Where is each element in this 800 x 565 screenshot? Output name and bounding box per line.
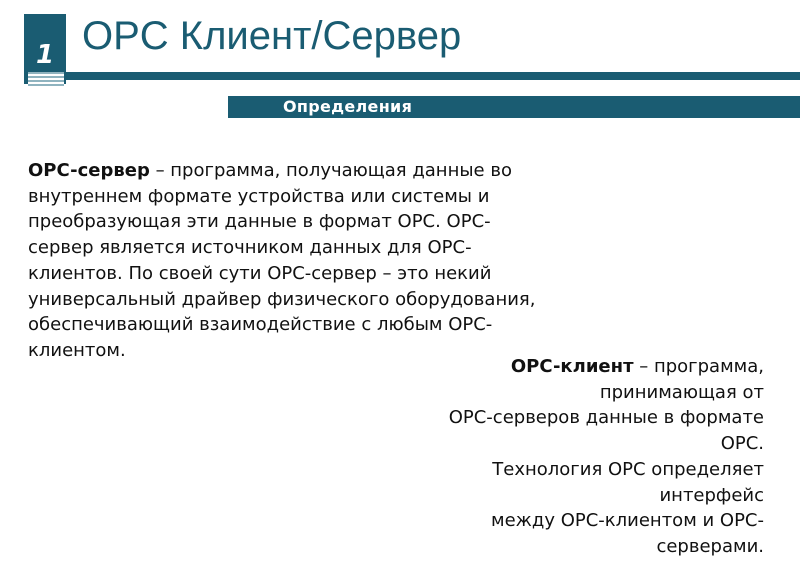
definition-line: внутреннем формате устройства или системы и [28,185,490,207]
definition-line: серверами. [656,535,764,557]
definition-line: обеспечивающий взаимодействие с любым OPC- [28,314,493,336]
slide-number: 1 [35,40,55,70]
section-label: Определения [283,97,413,116]
definition-line: Технология OPC определяет [492,458,764,480]
definition-line: между OPC-клиентом и OPC- [491,510,764,532]
logo-stripes [28,72,64,86]
definition-line: OPC-серверов данные в формате [448,407,764,429]
title-underline-bar [66,72,800,80]
definition-line: клиентов. По своей сути OPC-сервер – это некий [28,262,492,284]
definition-line: клиентом. [28,339,126,361]
definition-line: OPC. [720,433,764,455]
definition-line: OPC-клиент – программа, [510,356,764,377]
definition-line: преобразующая эти данные в формат OPC. OPC- [28,211,491,233]
definition-term: OPC-сервер [28,160,150,181]
definition-term: OPC-клиент [510,356,634,377]
slide-title: OPC Клиент/Сервер [82,14,462,58]
definition-opc-server [28,158,638,364]
definition-line: универсальный драйвер физического оборудования, [28,288,536,310]
definition-line: OPC-сервер – программа, получающая данные во [28,160,512,181]
definition-line: интерфейс [659,484,764,506]
logo-notch [40,0,66,14]
section-header-bar [228,96,800,118]
definition-line: принимающая от [599,381,764,403]
definition-line: сервер является источником данных для OPC- [28,237,472,259]
definition-opc-client [372,354,764,560]
